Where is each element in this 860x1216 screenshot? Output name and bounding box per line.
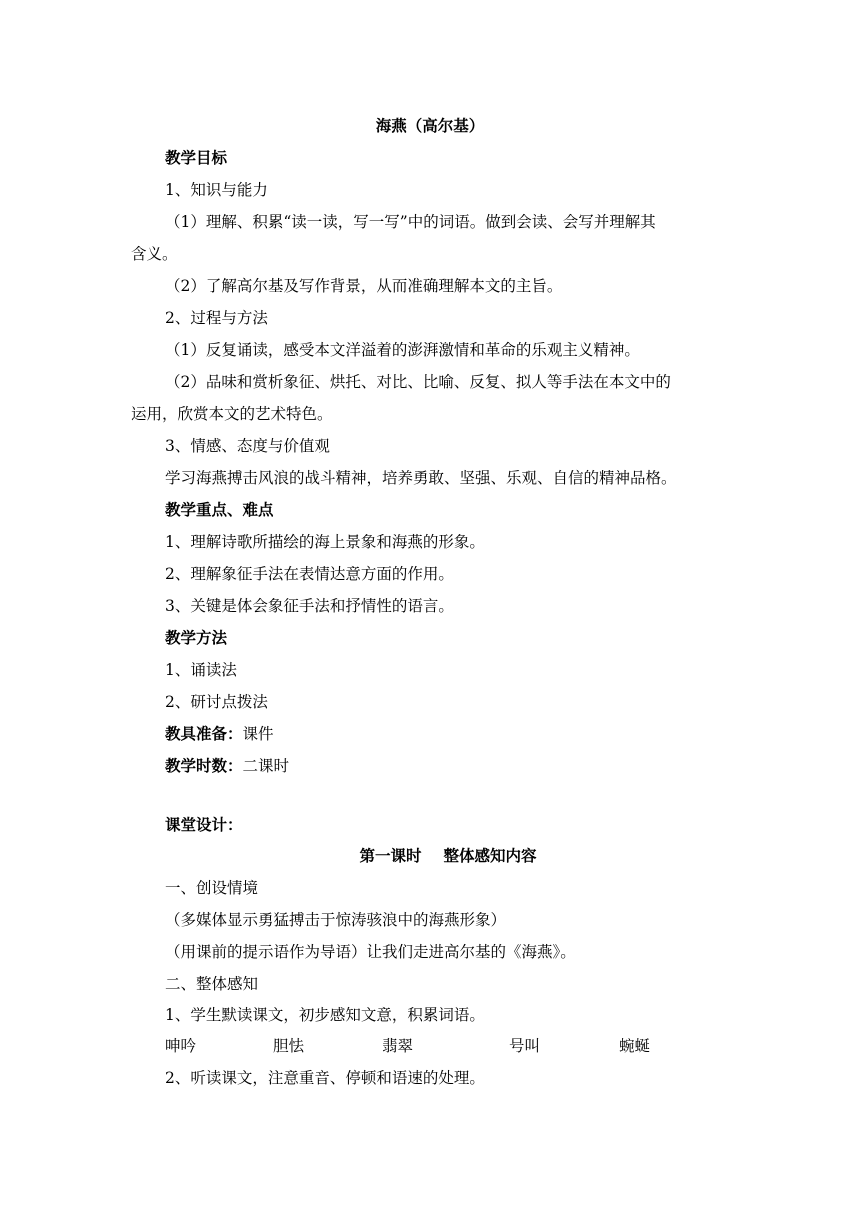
vocab-word: 蜿蜒 <box>619 1037 651 1055</box>
objective-1-1-line2: 含义。 <box>131 245 178 263</box>
tools-line <box>165 724 274 744</box>
objective-1-1-line1: （1）理解、积累“读一读，写一写”中的词语。做到会读、会写并理解其 <box>165 213 656 231</box>
vocab-word: 呻吟 <box>165 1037 197 1055</box>
key-points-heading: 教学重点、难点 <box>165 500 274 519</box>
section-2-item-2: 2、听读课文，注意重音、停顿和语速的处理。 <box>165 1069 485 1087</box>
method-2: 2、研讨点拨法 <box>165 693 268 711</box>
section-1-heading: 一、创设情境 <box>165 879 259 897</box>
hours-label: 教学时数： <box>165 756 243 775</box>
lesson-1-part2: 整体感知内容 <box>443 846 537 865</box>
design-heading: 课堂设计： <box>165 815 243 834</box>
objective-2-2-line1: （2）品味和赏析象征、烘托、对比、比喻、反复、拟人等手法在本文中的 <box>165 373 671 391</box>
tools-label: 教具准备： <box>165 724 243 743</box>
lesson-1-part1: 第一课时 <box>359 846 422 865</box>
hours-line <box>165 756 289 776</box>
method-1: 1、诵读法 <box>165 661 237 679</box>
document-title: 海燕（高尔基） <box>375 116 485 135</box>
lesson-1-title <box>0 846 860 866</box>
methods-heading: 教学方法 <box>165 628 228 647</box>
objective-3-text: 学习海燕搏击风浪的战斗精神，培养勇敢、坚强、乐观、自信的精神品格。 <box>165 469 677 487</box>
objective-2-heading: 2、过程与方法 <box>165 309 268 327</box>
section-2-heading: 二、整体感知 <box>165 975 259 993</box>
vocab-word: 翡翠 <box>382 1037 414 1055</box>
objective-1-heading: 1、知识与能力 <box>165 181 268 199</box>
tools-value: 课件 <box>242 725 274 743</box>
objectives-heading: 教学目标 <box>165 148 228 167</box>
objective-2-1: （1）反复诵读，感受本文洋溢着的澎湃激情和革命的乐观主义精神。 <box>165 341 640 359</box>
objective-3-heading: 3、情感、态度与价值观 <box>165 437 330 455</box>
key-point-2: 2、理解象征手法在表情达意方面的作用。 <box>165 565 454 583</box>
vocab-word: 号叫 <box>509 1037 541 1055</box>
key-point-1: 1、理解诗歌所描绘的海上景象和海燕的形象。 <box>165 533 485 551</box>
objective-1-2: （2）了解高尔基及写作背景，从而准确理解本文的主旨。 <box>165 277 563 295</box>
objective-2-2-line2: 运用，欣赏本文的艺术特色。 <box>131 405 333 423</box>
section-1-line-b: （用课前的提示语作为导语）让我们走进高尔基的《海燕》。 <box>165 943 576 961</box>
section-2-item-1: 1、学生默读课文，初步感知文意，积累词语。 <box>165 1006 485 1024</box>
key-point-3: 3、关键是体会象征手法和抒情性的语言。 <box>165 597 454 615</box>
vocab-word: 胆怯 <box>273 1037 305 1055</box>
section-1-line-a: （多媒体显示勇猛搏击于惊涛骇浪中的海燕形象） <box>165 911 507 929</box>
hours-value: 二课时 <box>242 757 290 775</box>
